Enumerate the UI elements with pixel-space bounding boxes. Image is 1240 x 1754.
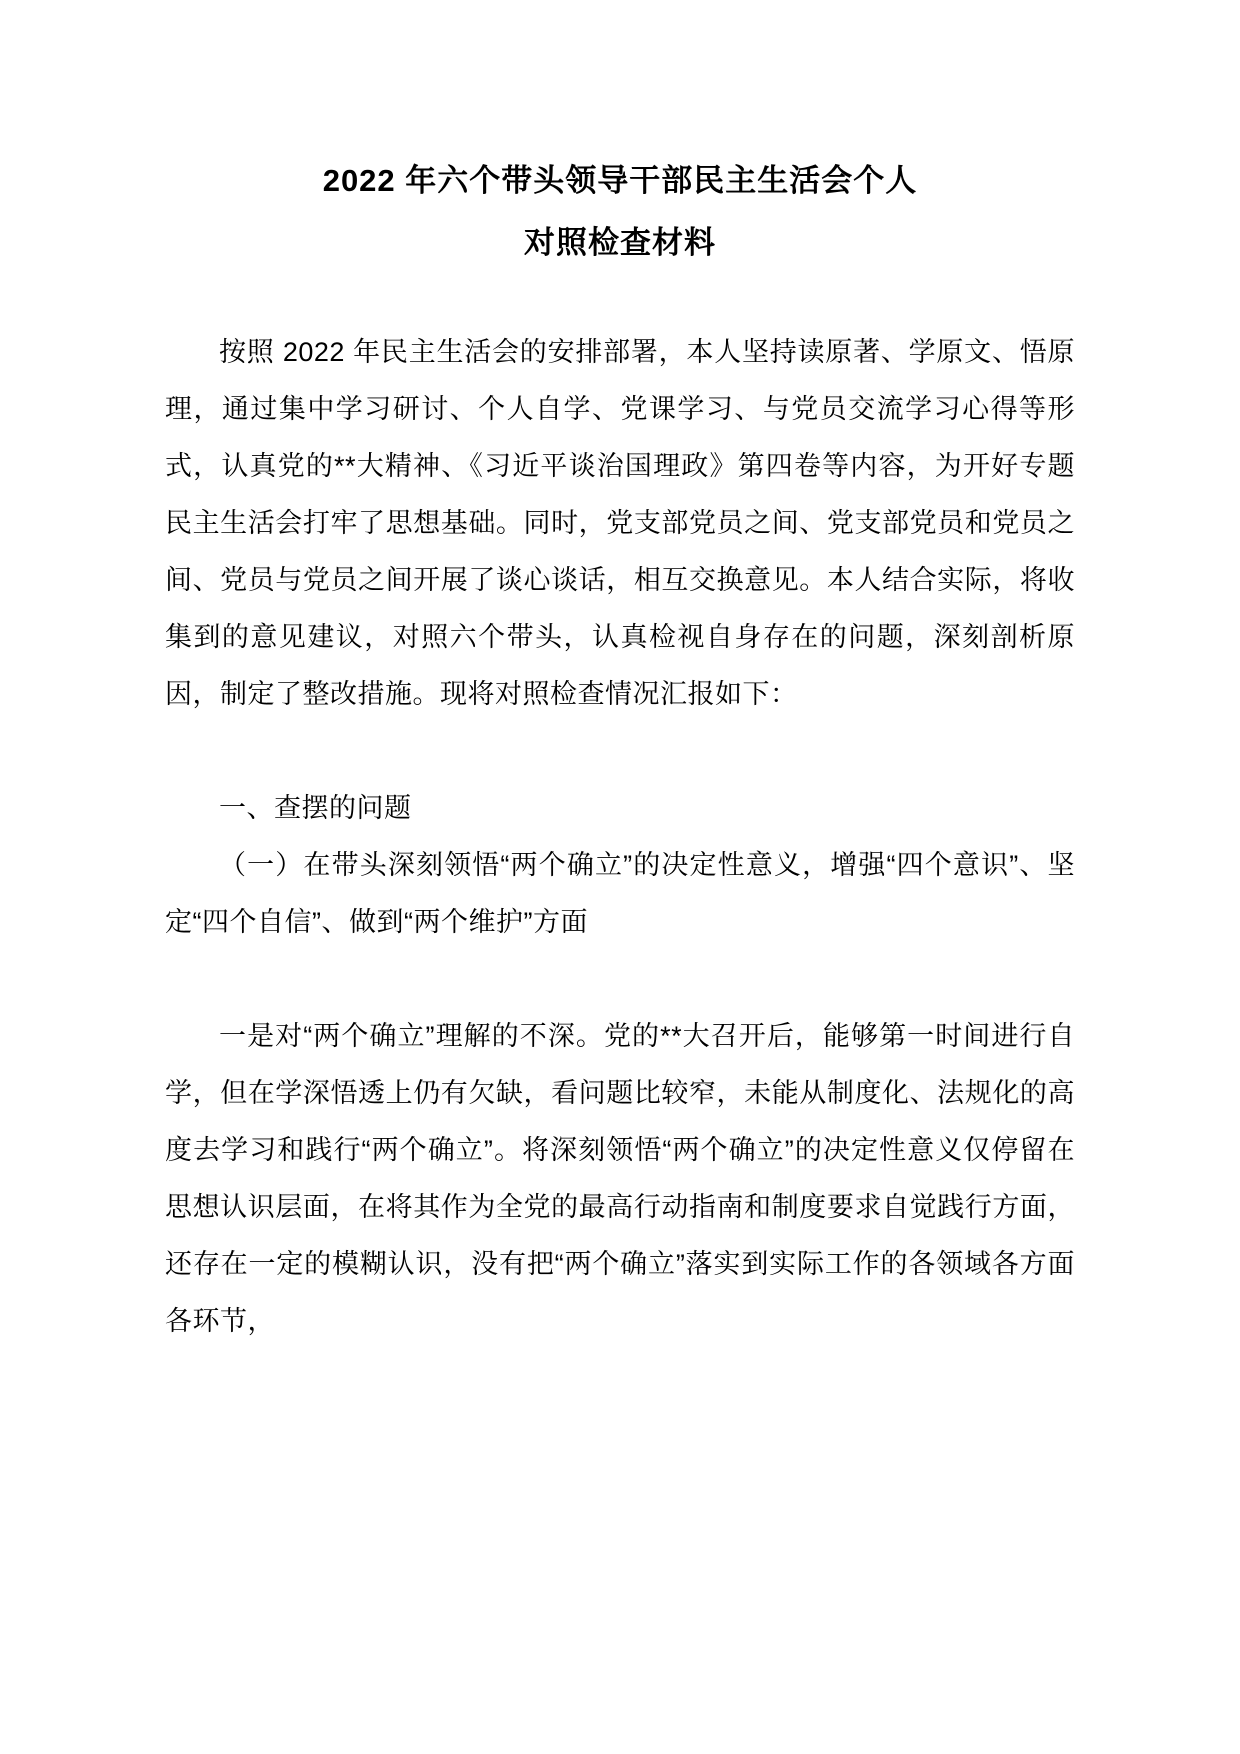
body-paragraph: 一是对“两个确立”理解的不深。党的**大召开后，能够第一时间进行自学，但在学深悟透上仍有欠缺，看问题比较窄，未能从制度化、法规化的高度去学习和践行“两个确立”。将深刻领悟“两个确立”的决定性意义仅停留在思想认识层面，在将其作为全党的最高行动指南和制度要求自觉践行方面，还存在一定的模糊认识，没有把“两个确立”落实到实际工作的各领域各方面各环节， [165, 1021, 1075, 1336]
subsection-heading: （一）在带头深刻领悟“两个确立”的决定性意义，增强“四个意识”、坚定“四个自信”、做到“两个维护”方面 [165, 850, 1075, 937]
document-title-line-1: 2022 年六个带头领导干部民主生活会个人 [322, 163, 918, 198]
section-heading: 一、查摆的问题 [219, 793, 412, 823]
document-title-line-2: 对照检查材料 [524, 225, 716, 260]
document-title [165, 150, 1075, 274]
intro-paragraph: 按照 2022 年民主生活会的安排部署，本人坚持读原著、学原文、悟原理，通过集中学习研讨、个人自学、党课学习、与党员交流学习心得等形式，认真党的**大精神、《习近平谈治国理政》第四卷等内容，为开好专题民主生活会打牢了思想基础。同时，党支部党员之间、党支部党员和党员之间、党员与党员之间开展了谈心谈话，相互交换意见。本人结合实际，将收集到的意见建议，对照六个带头，认真检视自身存在的问题，深刻剖析原因，制定了整改措施。现将对照检查情况汇报如下： [165, 337, 1075, 709]
